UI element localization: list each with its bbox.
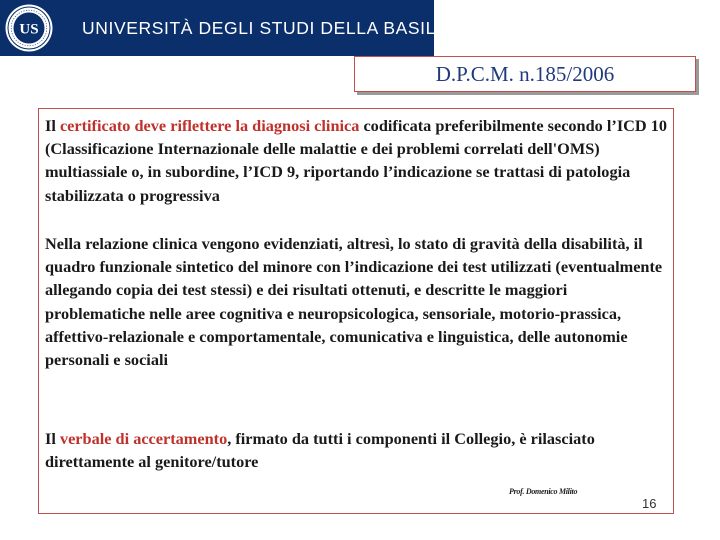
header-bar <box>0 0 488 56</box>
paragraph-certificato <box>45 114 671 207</box>
logo-monogram: US <box>19 21 39 38</box>
content-box <box>38 108 674 514</box>
paragraph-1-lead: Il <box>45 116 60 135</box>
paragraph-1-rest: codificata preferibilmente secondo l’ICD 10 (Classificazione Internazionale delle malattie e dei problemi correlati dell'OMS) multiassiale o, in subordine, l’ICD 9, riportando l’indicazione se trattasi di patologia stabilizzata o progressiva <box>45 116 668 205</box>
slide-title-box <box>354 56 696 92</box>
slide-number: 16 <box>642 496 657 511</box>
paragraph-3-rest: , firmato da tutti i componenti il Collegio, è rilasciato direttamente al genitore/tutore <box>45 429 595 472</box>
paragraph-3-highlight: verbale di accertamento <box>59 429 228 448</box>
slide-title: D.P.C.M. n.185/2006 <box>435 61 615 86</box>
university-seal-icon <box>4 3 54 53</box>
university-name: UNIVERSITÀ DEGLI STUDI DELLA BASILICATA <box>82 18 488 38</box>
paragraph-verbale <box>45 427 671 473</box>
paragraph-3-lead: Il <box>45 429 60 448</box>
paragraph-1-highlight: certificato deve riflettere la diagnosi clinica <box>59 116 360 135</box>
paragraph-relazione-clinica <box>45 232 671 371</box>
author-signature: Prof. Domenico Milito <box>509 487 578 496</box>
paragraph-2-text: Nella relazione clinica vengono evidenziati, altresì, lo stato di gravità della disabilità, il quadro funzionale sintetico del minore con l’indicazione dei test utilizzati (eventualmente allegando copia dei test stessi) e dei risultati ottenuti, e descritte le maggiori problematiche nelle aree cognitiva e neuropsicologica, sensoriale, motorio-prassica, affettivo-relazionale e comportamentale, comunicativa e linguistica, delle autonomie personali e sociali <box>45 234 663 370</box>
